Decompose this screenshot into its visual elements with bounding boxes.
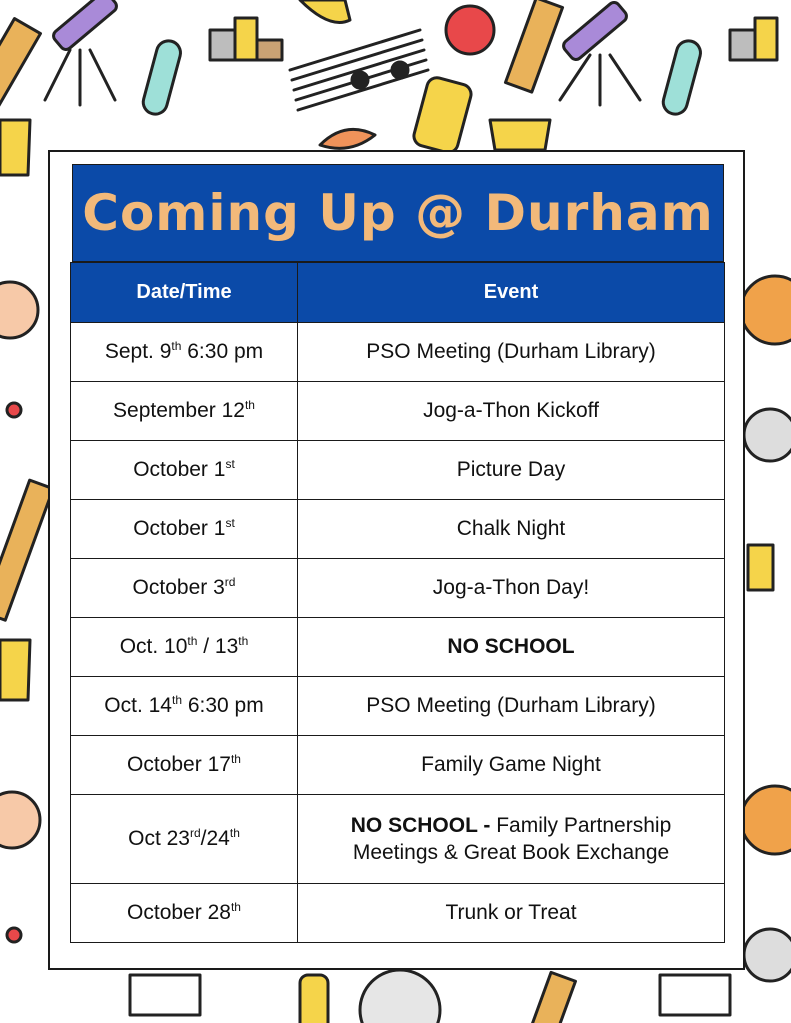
- events-table: [70, 262, 725, 943]
- page-title: Coming Up @ Durham: [82, 184, 714, 242]
- event-name: [298, 323, 725, 382]
- date-text: Oct 23: [128, 827, 190, 851]
- event-name: [298, 736, 725, 795]
- table-row: [71, 736, 725, 795]
- date-suffix: th: [229, 826, 240, 841]
- event-name: [298, 441, 725, 500]
- event-date: [71, 677, 298, 736]
- event-emphasis: NO SCHOOL: [447, 635, 575, 659]
- column-header-event: Event: [298, 263, 725, 323]
- table-row: [71, 559, 725, 618]
- date-text-tail: 6:30 pm: [181, 340, 264, 364]
- table-row: [71, 500, 725, 559]
- table-row: [71, 618, 725, 677]
- date-text: October 1: [133, 458, 226, 482]
- event-date: [71, 736, 298, 795]
- date-suffix: th: [230, 900, 241, 915]
- event-name: [298, 795, 725, 884]
- event-date: [71, 441, 298, 500]
- title-banner: [72, 164, 724, 262]
- table-row: [71, 677, 725, 736]
- date-text-tail: / 13: [197, 635, 239, 659]
- date-text-tail: /24: [200, 827, 230, 851]
- event-name: [298, 559, 725, 618]
- date-text: Oct. 10: [119, 635, 188, 659]
- date-suffix: th: [230, 752, 241, 767]
- event-date: [71, 559, 298, 618]
- events-card: [48, 150, 745, 970]
- table-row: [71, 323, 725, 382]
- date-suffix: th: [187, 634, 198, 649]
- event-text: Trunk or Treat: [445, 901, 577, 925]
- date-text: Sept. 9: [104, 340, 172, 364]
- event-name: [298, 677, 725, 736]
- table-row: [71, 441, 725, 500]
- date-text: October 3: [132, 576, 225, 600]
- event-name: [298, 382, 725, 441]
- date-text: October 17: [127, 753, 231, 777]
- event-date: [71, 323, 298, 382]
- table-row: [71, 795, 725, 884]
- date-text: Oct. 14: [104, 694, 172, 718]
- event-date: [71, 795, 298, 884]
- event-date: [71, 618, 298, 677]
- date-suffix: th: [171, 339, 182, 354]
- event-text: PSO Meeting (Durham Library): [366, 340, 656, 364]
- date-text: September 12: [113, 399, 245, 423]
- event-name: [298, 618, 725, 677]
- table-row: [71, 884, 725, 943]
- date-suffix: st: [225, 457, 235, 472]
- date-text: October 1: [133, 517, 226, 541]
- date-suffix: rd: [189, 826, 201, 841]
- event-text: Jog-a-Thon Kickoff: [423, 399, 599, 423]
- date-suffix: rd: [224, 575, 236, 590]
- date-suffix: th: [244, 398, 255, 413]
- event-text: Jog-a-Thon Day!: [432, 576, 590, 600]
- event-text: Picture Day: [456, 458, 566, 482]
- event-name: [298, 500, 725, 559]
- event-text: Family Partnership Meetings & Great Book Exchange: [352, 813, 672, 864]
- event-text: Family Game Night: [421, 753, 601, 777]
- date-text-tail: 6:30 pm: [182, 694, 264, 718]
- event-date: [71, 884, 298, 943]
- date-suffix: th: [238, 634, 249, 649]
- date-suffix: th: [171, 693, 182, 708]
- table-row: [71, 382, 725, 441]
- event-name: [298, 884, 725, 943]
- date-suffix: st: [225, 516, 235, 531]
- event-text: PSO Meeting (Durham Library): [366, 694, 656, 718]
- column-header-date: Date/Time: [71, 263, 298, 323]
- event-date: [71, 500, 298, 559]
- date-text: October 28: [127, 901, 231, 925]
- event-emphasis: NO SCHOOL -: [350, 813, 491, 837]
- event-text: Chalk Night: [456, 517, 566, 541]
- event-date: [71, 382, 298, 441]
